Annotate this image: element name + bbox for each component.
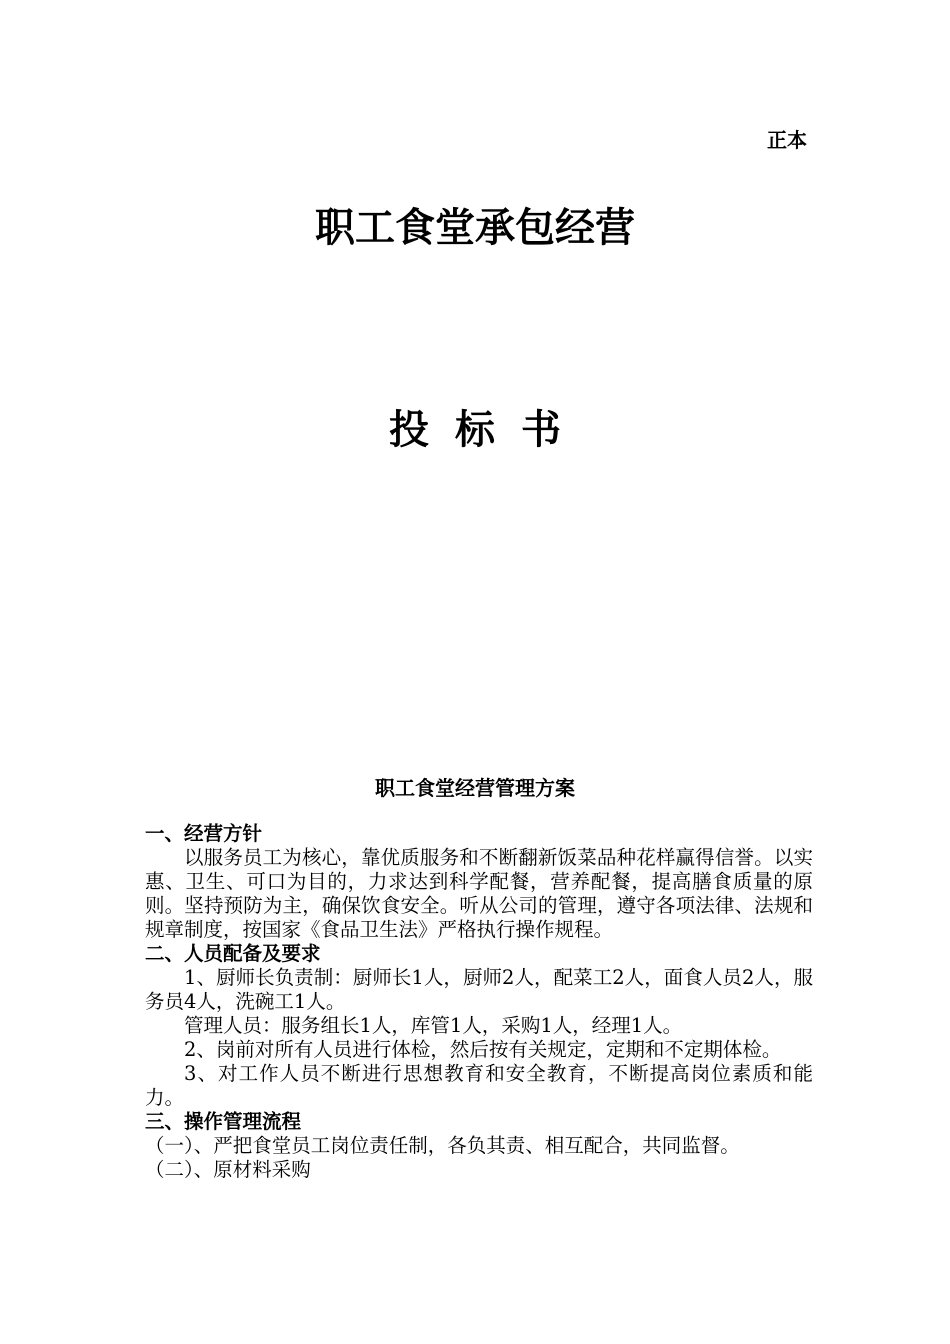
- policy-paragraph: 以服务员工为核心，靠优质服务和不断翻新饭菜品种花样赢得信誉。以实惠、卫生、可口为目的，力求达到科学配餐，营养配餐，提高膳食质量的原则。坚持预防为主，确保饮食安全。听从公司的管理，遵守各项法律、法规和规章制度，按国家《食品卫生法》严格执行操作规程。: [145, 846, 813, 941]
- plan-title: 职工食堂经营管理方案: [375, 776, 575, 800]
- section-heading-policy: 一、经营方针: [145, 822, 263, 845]
- section-heading-process: 三、操作管理流程: [145, 1110, 302, 1133]
- staffing-item-2: 2、岗前对所有人员进行体检，然后按有关规定，定期和不定期体检。: [184, 1038, 782, 1061]
- plan-body: [145, 822, 813, 1182]
- copy-label: 正本: [767, 128, 807, 152]
- document-title: 职工食堂承包经营: [315, 205, 635, 251]
- staffing-managers: 管理人员：服务组长1人，库管1人，采购1人，经理1人。: [184, 1014, 683, 1037]
- document-subtitle: 投标书: [389, 407, 587, 453]
- staffing-item-1: 1、厨师长负责制：厨师长1人，厨师2人，配菜工2人，面食人员2人，服务员4人，洗碗工1人。: [145, 966, 813, 1013]
- process-sub-2: （二）、原材料采购: [145, 1158, 311, 1181]
- process-sub-1: （一）、严把食堂员工岗位责任制，各负其责、相互配合，共同监督。: [145, 1134, 740, 1157]
- staffing-item-3: 3、对工作人员不断进行思想教育和安全教育，不断提高岗位素质和能力。: [145, 1062, 813, 1109]
- section-heading-staffing: 二、人员配备及要求: [145, 942, 321, 965]
